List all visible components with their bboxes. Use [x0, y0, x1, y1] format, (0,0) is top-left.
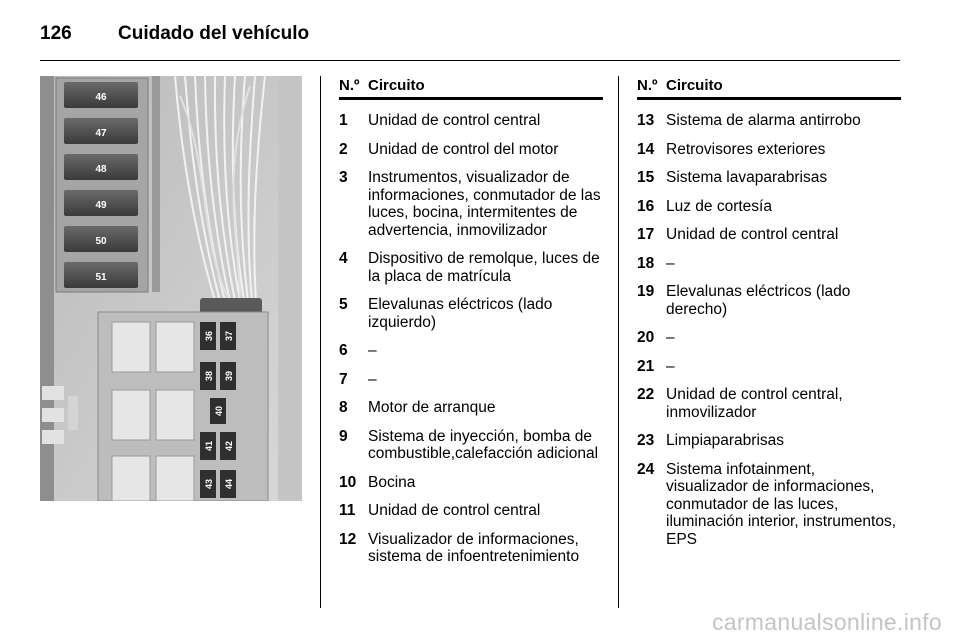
fuse-label-49: 49 — [95, 200, 107, 211]
table-row: 23 Limpiaparabrisas — [637, 432, 785, 449]
table-row: 13 Sistema de alarma antirrobo — [637, 112, 861, 129]
table-row: 11 Unidad de control central — [339, 502, 541, 519]
fuse-label-46: 46 — [95, 92, 107, 103]
table-row: 24 Sistema infotainment, visualizador de informaciones, conmutador de las luces, iluminación interior, instrumentos, EPS — [637, 460, 897, 548]
header-number: N.º — [637, 77, 658, 94]
header-circuit: Circuito — [666, 77, 723, 94]
header-rule — [40, 60, 900, 61]
table-row: 17 Unidad de control central — [637, 226, 839, 243]
table-header — [637, 78, 901, 100]
column-divider-left — [320, 76, 321, 608]
relay-label-38: 38 — [204, 370, 214, 382]
table-row: 12 Visualizador de informaciones, sistema de infoentretenimiento — [339, 530, 580, 565]
relay-label-41: 41 — [204, 440, 214, 452]
table-row: 5 Elevalunas eléctricos (lado izquierdo) — [339, 296, 553, 331]
header-circuit: Circuito — [368, 77, 425, 94]
table-row: 8 Motor de arranque — [339, 399, 496, 416]
relay-label-36: 36 — [204, 330, 214, 342]
table-row: 22 Unidad de control central, inmovilizador — [637, 386, 843, 421]
table-row: 10 Bocina — [339, 473, 416, 491]
page-title: Cuidado del vehículo — [118, 23, 310, 44]
page-number: 126 — [40, 23, 72, 44]
table-row: 1 Unidad de control central — [339, 112, 541, 129]
header-number: N.º — [339, 77, 360, 94]
relay-label-37: 37 — [224, 330, 234, 342]
circuit-table-left — [339, 78, 603, 566]
relay-label-40: 40 — [214, 405, 224, 417]
table-row: 9 Sistema de inyección, bomba de combustible,calefacción adicional — [339, 427, 599, 462]
fuse-label-50: 50 — [95, 236, 107, 247]
table-row: 4 Dispositivo de remolque, luces de la placa de matrícula — [339, 250, 600, 285]
table-row: 3 Instrumentos, visualizador de informaciones, conmutador de las luces, bocina, intermitentes de advertencia, inmovilizador — [339, 169, 601, 239]
table-row: 19 Elevalunas eléctricos (lado derecho) — [637, 283, 851, 318]
column-divider-right — [618, 76, 619, 608]
table-row: 20 – — [637, 329, 675, 346]
relay-label-44: 44 — [224, 478, 234, 490]
table-row: 16 Luz de cortesía — [637, 197, 772, 215]
page-header — [40, 16, 309, 52]
table-row: 2 Unidad de control del motor — [339, 140, 559, 158]
table-row: 15 Sistema lavaparabrisas — [637, 169, 828, 186]
fuse-label-48: 48 — [95, 164, 107, 175]
table-header — [339, 78, 603, 100]
watermark: carmanualsonline.info — [711, 609, 942, 635]
fuse-box-photo — [40, 76, 302, 501]
table-row: 18 – — [637, 254, 675, 272]
fuse-box-illustration — [40, 76, 302, 501]
fuse-label-47: 47 — [95, 128, 107, 139]
fuse-label-51: 51 — [95, 272, 107, 283]
table-row: 7 – — [339, 370, 377, 388]
table-row: 14 Retrovisores exteriores — [637, 140, 826, 158]
table-row: 6 – — [339, 342, 377, 359]
relay-label-39: 39 — [224, 370, 234, 382]
relay-label-42: 42 — [224, 440, 234, 452]
relay-label-43: 43 — [204, 478, 214, 490]
table-row: 21 – — [637, 357, 675, 375]
circuit-table-right — [637, 78, 901, 548]
